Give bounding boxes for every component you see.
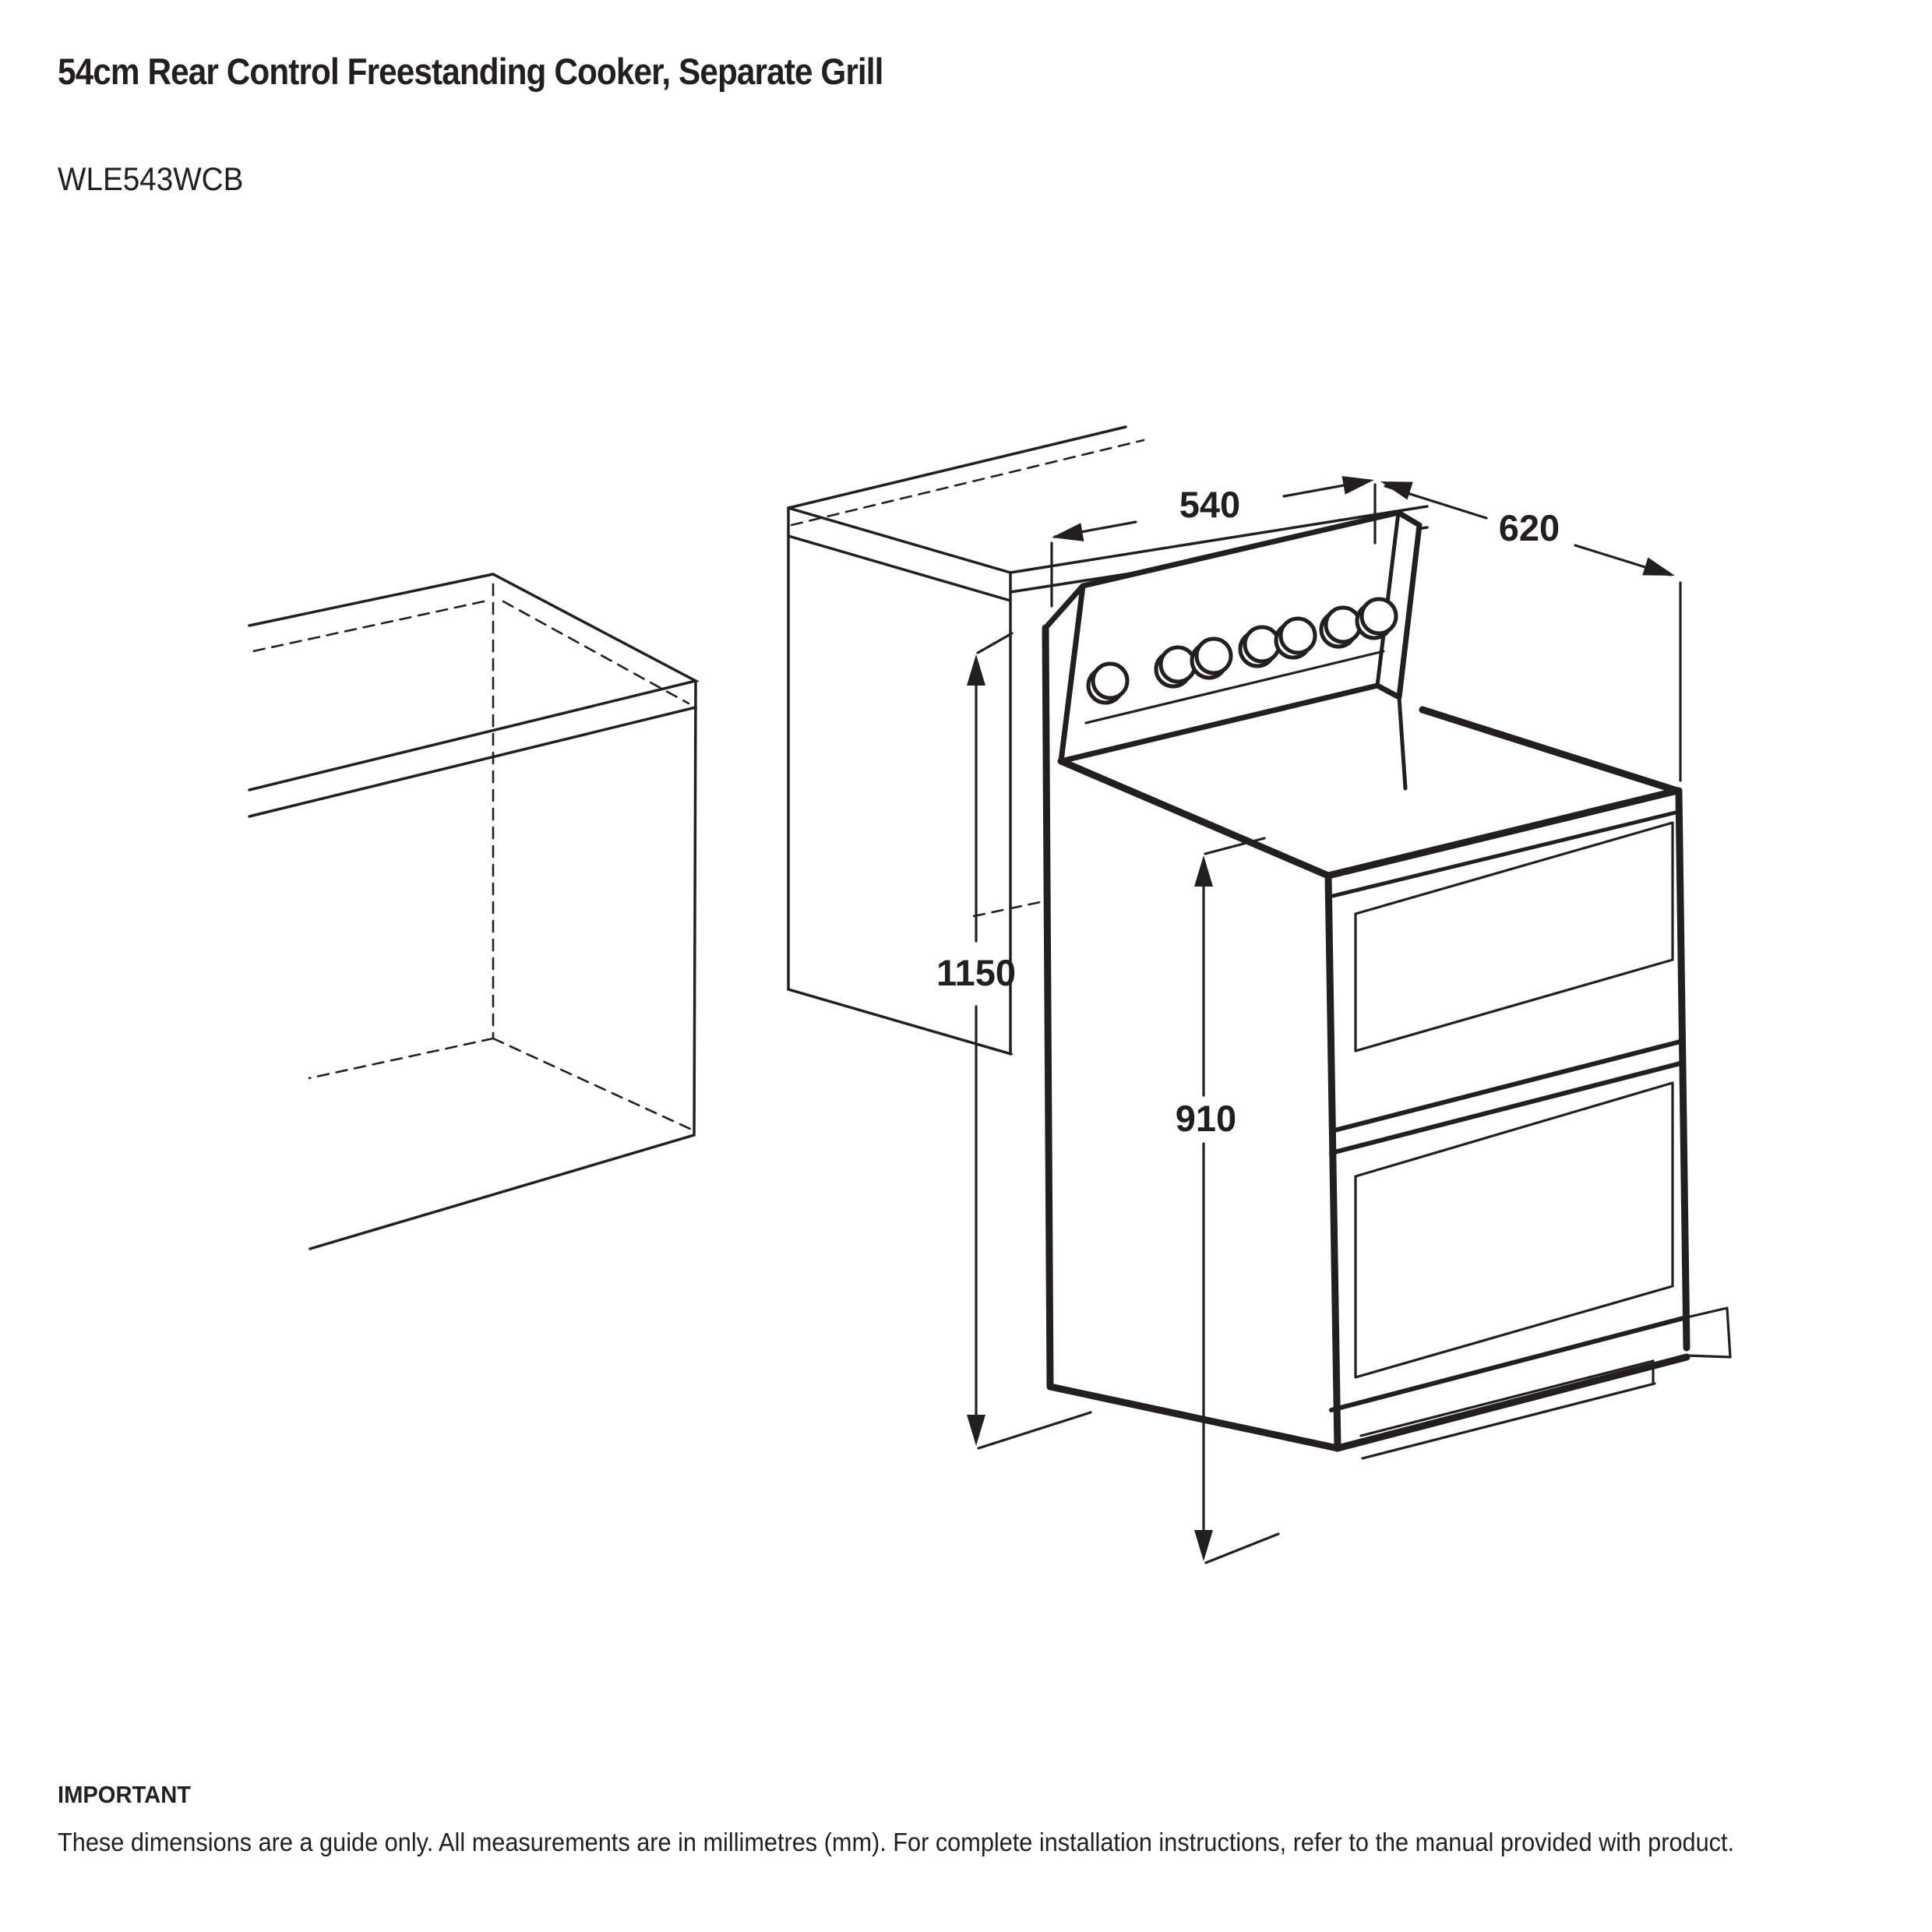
page-title: 54cm Rear Control Freestanding Cooker, Separate Grill	[58, 51, 883, 92]
dim-label-910: 910	[1175, 1098, 1237, 1139]
footer-heading: IMPORTANT	[58, 1781, 192, 1808]
model-number: WLE543WCB	[58, 160, 244, 197]
dim-label-620: 620	[1498, 507, 1560, 548]
footer-note: These dimensions are a guide only. All measurements are in millimetres (mm). For complete installation instructions, refer to the manual provided with product.	[58, 1828, 1735, 1856]
cooker-back-left-edge	[1045, 628, 1050, 1387]
cooker-drawing	[1045, 513, 1730, 1458]
cabinet-cutout-outline	[249, 574, 696, 1249]
dim-label-1150: 1150	[936, 952, 1016, 993]
base-foot	[1683, 1308, 1730, 1357]
dim-label-540: 540	[1179, 484, 1241, 525]
cabinet-hidden-edges	[249, 584, 692, 1130]
